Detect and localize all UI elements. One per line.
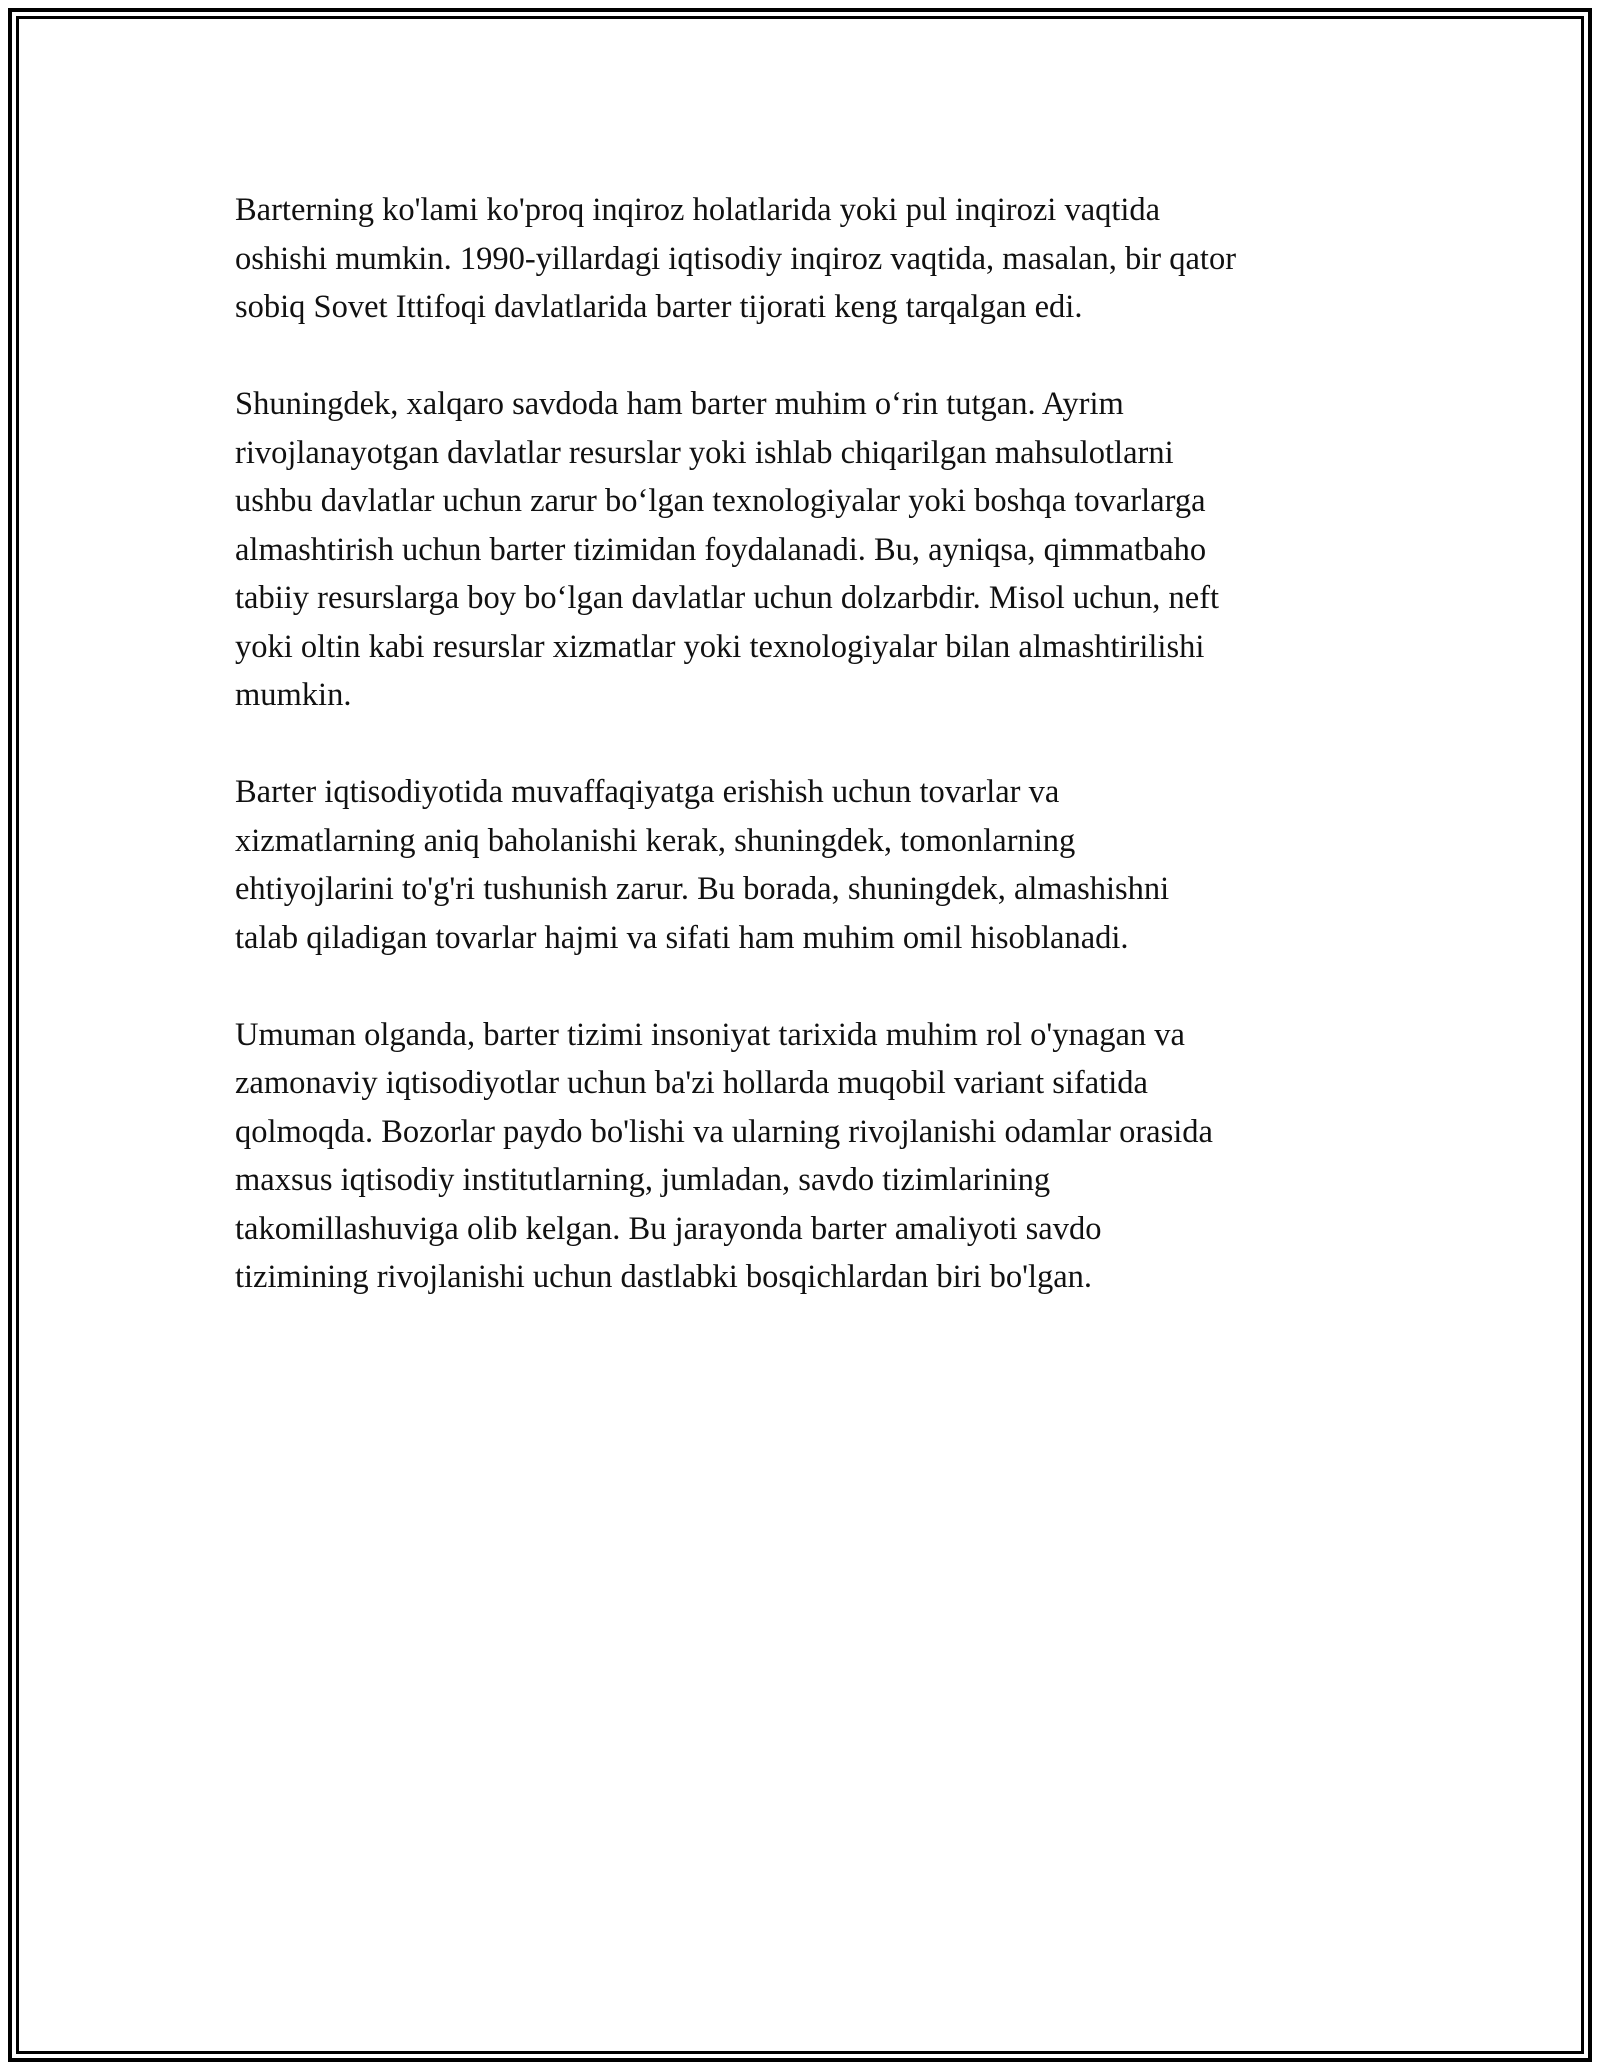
paragraph (235, 380, 1375, 720)
paragraph (235, 186, 1375, 332)
text-line: tabiiy resurslarga boy boʻlgan davlatlar uchun dolzarbdir. Misol uchun, neft (235, 580, 1220, 616)
document-body (235, 186, 1375, 1302)
text-line: yoki oltin kabi resurslar xizmatlar yoki texnologiyalar bilan almashtirilishi (235, 628, 1205, 665)
text-line: oshishi mumkin. 1990-yillardagi iqtisodiy inqiroz vaqtida, masalan, bir qator (235, 240, 1237, 277)
text-line: Umuman olganda, barter tizimi insoniyat tarixida muhim rol o'ynagan va (235, 1016, 1185, 1053)
paragraph (235, 768, 1375, 962)
text-line: zamonaviy iqtisodiyotlar uchun ba'zi hollarda muqobil variant sifatida (235, 1065, 1148, 1101)
text-line: Barterning ko'lami ko'proq inqiroz holatlarida yoki pul inqirozi vaqtida (235, 192, 1161, 228)
text-line: talab qiladigan tovarlar hajmi va sifati ham muhim omil hisoblanadi. (235, 919, 1129, 956)
text-line: tizimining rivojlanishi uchun dastlabki bosqichlardan biri bo'lgan. (235, 1259, 1093, 1295)
text-line: mumkin. (235, 677, 352, 713)
text-line: ehtiyojlarini to'g'ri tushunish zarur. Bu borada, shuningdek, almashishni (235, 871, 1170, 907)
text-line: Shuningdek, xalqaro savdoda ham barter muhim oʻrin tutgan. Ayrim (235, 386, 1124, 422)
text-line: qolmoqda. Bozorlar paydo bo'lishi va ularning rivojlanishi odamlar orasida (235, 1113, 1213, 1150)
text-line: takomillashuviga olib kelgan. Bu jarayonda barter amaliyoti savdo (235, 1210, 1102, 1247)
text-line: ushbu davlatlar uchun zarur boʻlgan texnologiyalar yoki boshqa tovarlarga (235, 483, 1206, 519)
text-line: xizmatlarning aniq baholanishi kerak, shuningdek, tomonlarning (235, 822, 1076, 859)
text-line: rivojlanayotgan davlatlar resurslar yoki ishlab chiqarilgan mahsulotlarni (235, 434, 1174, 471)
paragraph (235, 1011, 1375, 1302)
text-line: almashtirish uchun barter tizimidan foydalanadi. Bu, ayniqsa, qimmatbaho (235, 531, 1207, 568)
text-line: maxsus iqtisodiy institutlarning, jumladan, savdo tizimlarining (235, 1162, 1051, 1198)
text-line: sobiq Sovet Ittifoqi davlatlarida barter tijorati keng tarqalgan edi. (235, 289, 1083, 325)
text-line: Barter iqtisodiyotida muvaffaqiyatga erishish uchun tovarlar va (235, 774, 1060, 810)
